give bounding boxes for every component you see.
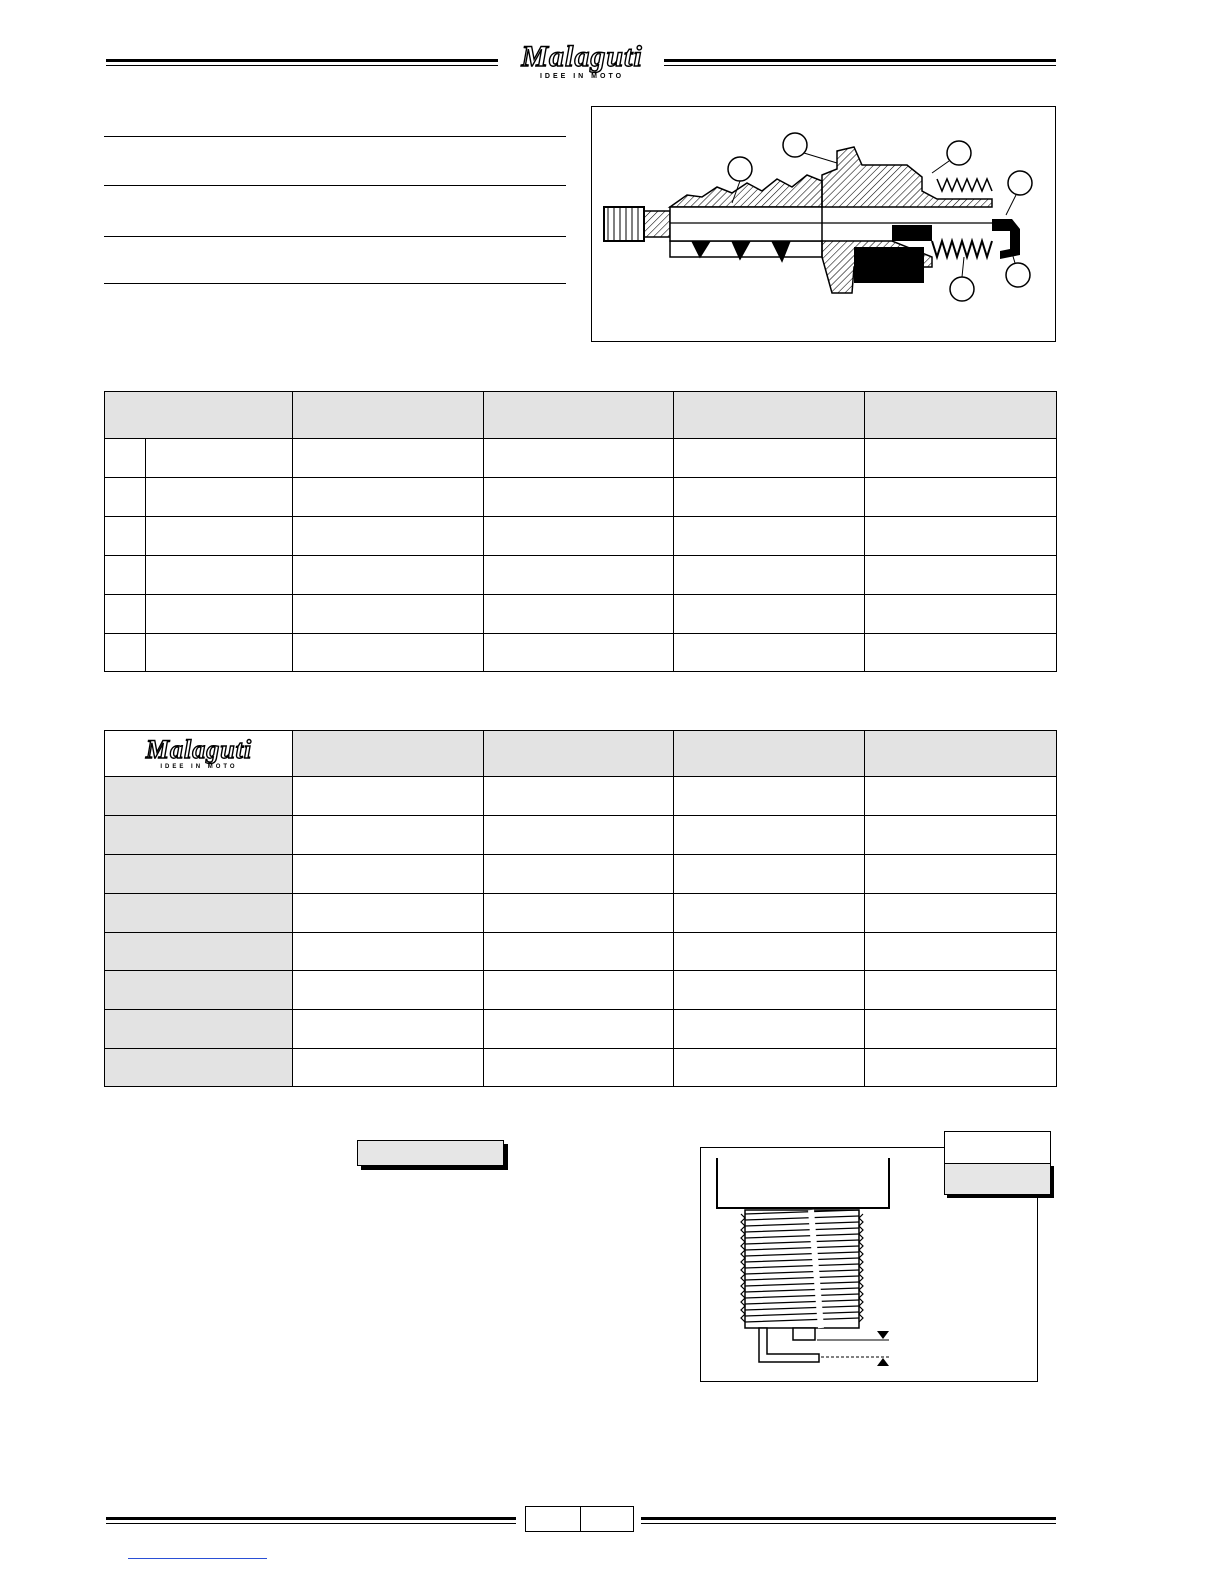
table-row: [105, 556, 1057, 595]
table-logo: [105, 737, 293, 773]
table-row: [105, 894, 1057, 933]
table-row: [105, 777, 1057, 816]
gap-label-box-bottom: [944, 1163, 1051, 1195]
table-row: [105, 439, 1057, 478]
table-1-header-cell: [484, 392, 674, 439]
gap-label-box-top: [944, 1131, 1051, 1164]
table-row: [105, 816, 1057, 855]
table-1-header-cell: [293, 392, 484, 439]
ground-electrode: [992, 219, 1020, 259]
text-rule-4: [104, 283, 566, 284]
footer-rule-right-thick: [641, 1517, 1056, 1520]
spark-plug-section-figure: [591, 106, 1056, 342]
page-number-box-right: [580, 1506, 634, 1532]
table-row: [105, 855, 1057, 894]
text-rule-3: [104, 236, 566, 237]
table-row: [105, 517, 1057, 556]
text-rule-2: [104, 185, 566, 186]
table-2-header-row: [105, 731, 1057, 777]
header-rule-right-thin: [664, 65, 1056, 66]
table-row: [105, 933, 1057, 971]
metal-shell: [822, 147, 992, 293]
label-box: [357, 1140, 504, 1166]
table-2-header-cell: [865, 731, 1057, 777]
header-rule-left-thin: [106, 65, 498, 66]
table-row: [105, 971, 1057, 1010]
table-row: [105, 595, 1057, 634]
spark-plug-section-drawing: [592, 107, 1055, 341]
plug-thread: [741, 1210, 863, 1328]
plug-hex-body: [717, 1158, 889, 1208]
center-electrode: [793, 1328, 815, 1340]
table-row: [105, 634, 1057, 672]
footer-rule-right-thin: [641, 1523, 1056, 1524]
table-1-header-cell: [674, 392, 865, 439]
table-row: [105, 478, 1057, 517]
thread: [932, 179, 992, 257]
text-rule-1: [104, 136, 566, 137]
table-2-header-cell: [484, 731, 674, 777]
footer-link-underline[interactable]: [128, 1558, 267, 1559]
gap-indicator: [817, 1331, 889, 1366]
table-row: [105, 1010, 1057, 1049]
logo-tagline: IDEE IN MOTO: [160, 764, 238, 770]
spark-plug-table-2: [104, 730, 1057, 1087]
header-rule-left-thick: [106, 59, 498, 62]
table-2-header-cell: [674, 731, 865, 777]
table-1-header-cell: [105, 392, 293, 439]
header-rule-right-thick: [664, 59, 1056, 62]
logo-wordmark: Malaguti: [145, 735, 253, 764]
table-2-logo-cell: [105, 731, 293, 777]
logo-wordmark: Malaguti: [521, 40, 643, 73]
header-logo: [500, 42, 664, 82]
table-1-header-row: [105, 392, 1057, 439]
table-row: [105, 1049, 1057, 1087]
spark-plug-table-1: [104, 391, 1057, 672]
table-1-header-cell: [865, 392, 1057, 439]
footer-rule-left-thin: [106, 1523, 516, 1524]
footer-rule-left-thick: [106, 1517, 516, 1520]
table-2-header-cell: [293, 731, 484, 777]
logo-tagline: IDEE IN MOTO: [539, 73, 625, 80]
page-number-box-left: [525, 1506, 581, 1532]
terminal-nut: [604, 207, 670, 241]
